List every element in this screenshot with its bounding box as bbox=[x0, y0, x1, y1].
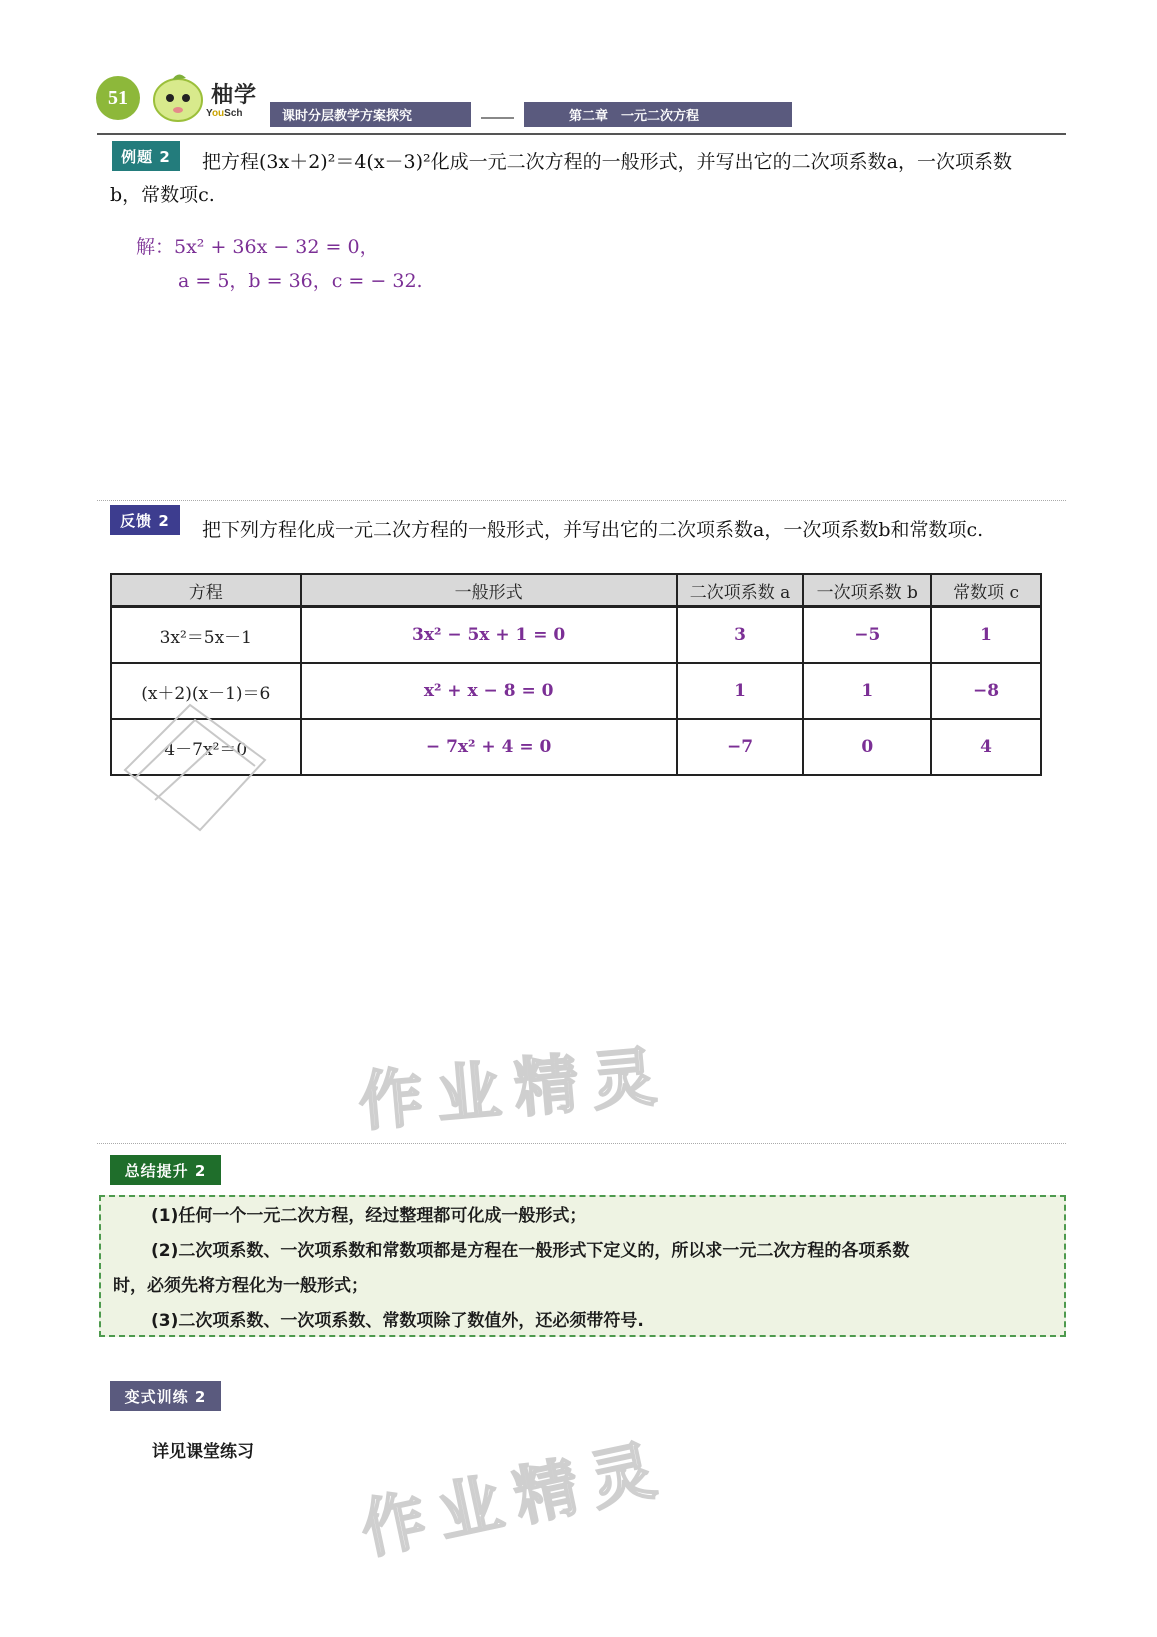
header-equation: 方程 bbox=[111, 574, 301, 607]
summary-box bbox=[99, 1195, 1066, 1337]
cell-c: −8 bbox=[931, 663, 1041, 719]
header-linear-coef: 一次项系数 b bbox=[803, 574, 931, 607]
logo-subtitle: YouSch bbox=[206, 108, 243, 119]
header-band-series: 课时分层教学方案探究 bbox=[270, 102, 471, 127]
cell-a: 1 bbox=[677, 663, 804, 719]
cell-b: 1 bbox=[803, 663, 931, 719]
summary-point-1: (1)任何一个一元二次方程，经过整理都可化成一般形式； bbox=[151, 1206, 587, 1226]
example-tag: 例题 2 bbox=[112, 141, 180, 171]
header-quadratic-coef: 二次项系数 a bbox=[677, 574, 804, 607]
header-rule bbox=[97, 133, 1066, 135]
cell-b: 0 bbox=[803, 719, 931, 775]
example-prompt: 把方程(3x＋2)²＝4(x－3)²化成一元二次方程的一般形式，并写出它的二次项系数a，一次项系数 bbox=[202, 151, 1012, 173]
cell-equation: (x＋2)(x－1)＝6 bbox=[111, 663, 301, 719]
example-prompt-continued: b，常数项c. bbox=[110, 184, 215, 206]
cell-general-form: − 7x² + 4 = 0 bbox=[301, 719, 677, 775]
variant-text: 详见课堂练习 bbox=[152, 1442, 254, 1462]
cell-general-form: 3x² − 5x + 1 = 0 bbox=[301, 607, 677, 664]
cell-a: 3 bbox=[677, 607, 804, 664]
solution-coefficients: a = 5，b = 36，c = − 32. bbox=[178, 270, 423, 292]
summary-tag: 总结提升 2 bbox=[110, 1155, 221, 1185]
cell-a: −7 bbox=[677, 719, 804, 775]
table-row bbox=[111, 607, 1041, 664]
page-number: 51 bbox=[96, 76, 140, 120]
watermark-text: 作业精灵 bbox=[355, 1039, 674, 1141]
cell-general-form: x² + x − 8 = 0 bbox=[301, 663, 677, 719]
solution-equation: 解：5x² + 36x − 32 = 0， bbox=[136, 236, 379, 258]
header-separator bbox=[481, 117, 514, 119]
watermark-stamp-icon bbox=[115, 700, 275, 850]
summary-point-2: (2)二次项系数、一次项系数和常数项都是方程在一般形式下定义的，所以求一元二次方程的各项系数 bbox=[151, 1241, 910, 1261]
table-header-row bbox=[111, 574, 1041, 607]
watermark-text: 作业精灵 bbox=[354, 1431, 676, 1569]
cell-equation: 4－7x²＝0 bbox=[111, 719, 301, 775]
cell-b: −5 bbox=[803, 607, 931, 664]
variant-tag: 变式训练 2 bbox=[110, 1381, 221, 1411]
header-general-form: 一般形式 bbox=[301, 574, 677, 607]
logo-name: 柚学 bbox=[211, 83, 258, 108]
feedback-tag: 反馈 2 bbox=[110, 505, 180, 535]
feedback-prompt: 把下列方程化成一元二次方程的一般形式，并写出它的二次项系数a，一次项系数b和常数项c. bbox=[202, 519, 984, 541]
header-band-chapter: 第二章 一元二次方程 bbox=[524, 102, 792, 127]
header-constant: 常数项 c bbox=[931, 574, 1041, 607]
summary-point-3: (3)二次项系数、一次项系数、常数项除了数值外，还必须带符号. bbox=[151, 1311, 644, 1331]
pomelo-mascot-icon bbox=[150, 68, 206, 124]
section-divider bbox=[97, 1143, 1066, 1144]
cell-c: 4 bbox=[931, 719, 1041, 775]
cell-c: 1 bbox=[931, 607, 1041, 664]
section-divider bbox=[97, 500, 1066, 501]
cell-equation: 3x²＝5x－1 bbox=[111, 607, 301, 664]
summary-point-2-continued: 时，必须先将方程化为一般形式； bbox=[113, 1276, 368, 1296]
